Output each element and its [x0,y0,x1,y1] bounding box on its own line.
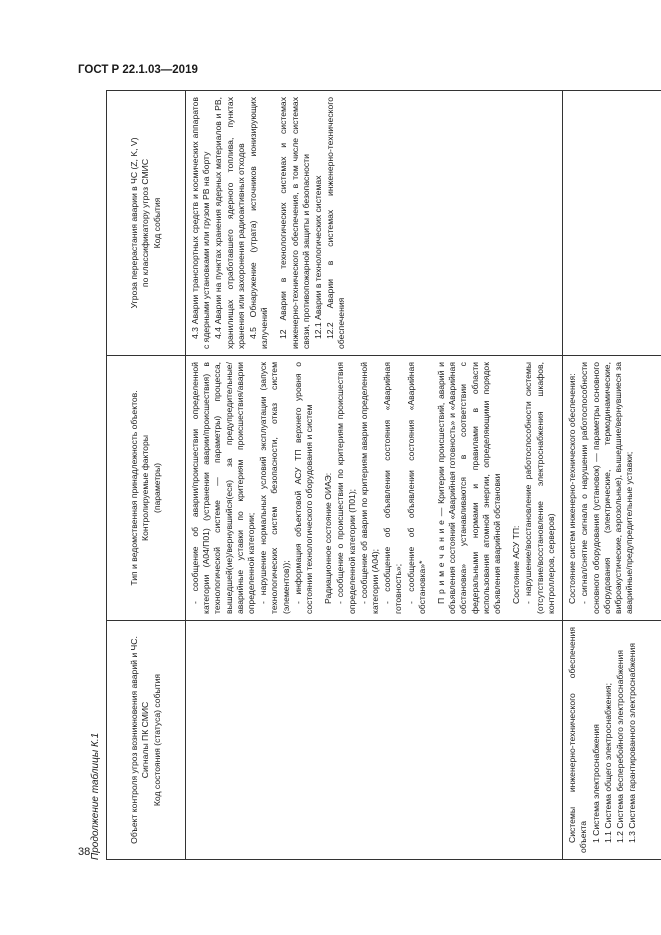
table-cell-state [563,356,661,621]
table-header-row [107,91,186,860]
table-cell-threats [186,91,563,356]
column-header-type [107,356,186,621]
cell-paragraph: Состояние АСУ ТП: [511,525,522,604]
cell-paragraph: - нарушение/восстановление работоспособности системы (отсутствие/восстановление электроснабжения шкафов, контроллеров, серверов) [523,362,556,614]
column-header-object [107,621,186,860]
cell-paragraph: - сообщение о происшествии по критериям происшествия определенной категории (П01); [335,362,357,614]
cell-paragraph: 1.3 Система гарантированного электроснабжения [627,642,638,843]
cell-paragraph: - нарушение нормальных условий эксплуатации (запуск технологических систем безопасности, отказ систем (элементов)); [258,362,291,614]
cell-paragraph: - сигнал/снятие сигнала о нарушении работоспособности основного оборудования (установок) — параметры основного оборудования (электрические, термодинамические, виброакустические, аэрозольные), вышедшие/вернувшиеся за аварийные/предупредительные уставки; [579,362,635,614]
table-row [186,91,563,860]
cell-paragraph: 4.3 Аварии транспортных средств и космических аппаратов с ядерными установками или грузом РВ на борту [190,97,212,350]
header-line: Объект контроля угроз возникновения аварий и ЧС. [129,636,140,844]
data-table [106,90,661,860]
cell-paragraph: - информация объектовой АСУ ТП верхнего уровня о состоянии технологического оборудования и систем [292,362,315,614]
header-line: Код состояния (статуса) события [151,673,162,807]
cell-paragraph: 1.1 Система общего электроснабжения; [602,682,613,843]
header-line: Тип и ведомственная принадлежность объектов. [129,390,140,586]
cell-paragraph: Радиационное состояние ОИАЭ: [323,472,334,604]
cell-paragraph: Состояние систем инженерно-технического обеспечения: [567,373,578,604]
cell-paragraph: 12.2 Аварии в системах инженерно-технического обеспечения [325,97,347,350]
cell-paragraph: 1 Система электроснабжения [590,724,601,843]
table-cell-empty [186,621,563,860]
cell-note: П р и м е ч а н и е — Критерии происшествий, аварий и объявления состояний «Аварийная готовность» и «Аварийная обстановка» устанавливаются в соответствии с федеральными нормами и правилами в области использования атомной энергии, определяющими порядок объявления аварийной обстановки [436,362,503,614]
cell-paragraph: 1.2 Система бесперебойного электроснабжения [614,650,625,843]
header-line: Сигналы ПК СМИС [140,701,151,779]
cell-paragraph: Системы инженерно-технического обеспечения объекта [567,627,589,853]
header-line: Угроза перерастания аварии в ЧС (Z, K, V) [129,137,140,309]
cell-paragraph: - сообщение об объявлении состояния «Аварийная обстановка»* [405,362,427,614]
header-line: Код события [151,197,162,249]
cell-paragraph: - сообщение об аварии по критериям аварии определенной категории (А04); [358,362,381,614]
table-caption: Продолжение таблицы К.1 [90,732,101,860]
cell-paragraph: 4.4 Аварии на пунктах хранения ядерных материалов и РВ, хранилищах отработавшего ядерного топлива, пунктах хранения или захоронения радиоактивных отходов [213,97,246,350]
column-header-threat [107,91,186,356]
cell-paragraph: - сообщение об объявлении состояния «Аварийная готовность»; [382,362,404,614]
table-cell-factors [186,356,563,621]
table-cell-systems [563,621,661,860]
header-line: по классификатору угроз СМИС [140,158,151,288]
table-cell-empty [563,91,661,356]
cell-paragraph: 12 Аварии в технологических системах и системах инженерно-технического обеспечения, в том числе системах связи, противопожарной защиты и безопасности [278,97,311,350]
page-number: 38 [78,846,91,858]
cell-paragraph: 4.5 Обнаружение (утрата) источников ионизирующих излучений [248,97,270,350]
cell-paragraph: 12.1 Аварии в технологических системах [313,175,324,340]
rotated-table-page [90,90,638,860]
cell-paragraph: - сообщение об аварии/происшествии определенной категории (А04/П01) (устранении аварии/происшествия) в технологической системе — параметры) процесса, вышедшей(ие)/вернувшийся(еся) за предупредительные/аварийные уставки по критериям происшествия/аварии определенной категории; [190,362,257,614]
document-header: ГОСТ Р 22.1.03—2019 [78,64,198,76]
table-row [563,91,661,860]
header-line: Контролируемые факторы [140,435,151,541]
header-line: (параметры) [151,463,162,514]
